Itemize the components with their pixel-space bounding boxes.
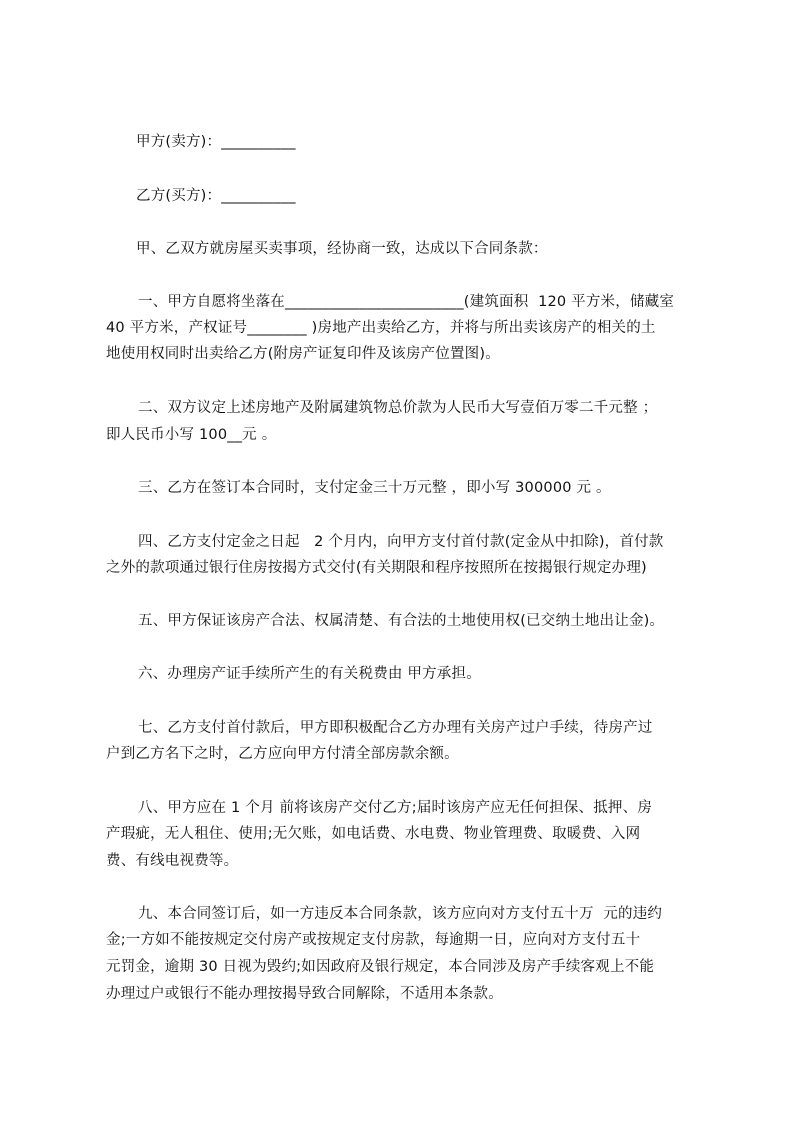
party-b-line: 乙方(买方)：__________ — [136, 188, 296, 204]
clause-7-line-1: 七、乙方支付首付款后，甲方即积极配合乙方办理有关房产过户手续，待房产过 — [138, 720, 653, 736]
clause-8-line-3: 费、有线电视费等。 — [106, 853, 239, 869]
clause-9-line-4: 办理过户或银行不能办理按揭导致合同解除，不适用本条款。 — [106, 986, 503, 1002]
clause-3-line-1: 三、乙方在签订本合同时，支付定金三十万元整 ，即小写 300000 元 。 — [138, 480, 611, 496]
clause-4-line-2: 之外的款项通过银行住房按揭方式交付(有关期限和程序按照所在按揭银行规定办理) — [106, 560, 647, 576]
clause-7-line-2: 户到乙方名下之时，乙方应向甲方付清全部房款余额。 — [106, 746, 459, 762]
intro-line: 甲、乙双方就房屋买卖事项，经协商一致，达成以下合同条款： — [136, 241, 548, 257]
clause-2-line-1: 二、双方议定上述房地产及附属建筑物总价款为人民币大写壹佰万零二千元整 ； — [138, 400, 658, 416]
clause-8-line-1: 八、甲方应在 1 个月 前将该房产交付乙方;届时该房产应无任何担保、抵押、房 — [138, 800, 653, 816]
clause-9-line-2: 金;一方如不能按规定交付房产或按规定支付房款，每逾期一日，应向对方支付五十 — [106, 932, 641, 948]
clause-5-line-1: 五、甲方保证该房产合法、权属清楚、有合法的土地使用权(已交纳土地出让金)。 — [138, 613, 665, 629]
clause-6-line-1: 六、办理房产证手续所产生的有关税费由 甲方承担。 — [138, 666, 481, 682]
clause-1-line-3: 地使用权同时出卖给乙方(附房产证复印件及该房产位置图)。 — [106, 346, 500, 362]
clause-2-line-2: 即人民币小写 100__元 。 — [106, 427, 277, 443]
party-a-line: 甲方(卖方)：__________ — [136, 134, 296, 150]
clause-8-line-2: 产瑕疵，无人租住、使用;无欠账，如电话费、水电费、物业管理费、取暖费、入网 — [106, 826, 641, 842]
clause-1-line-1: 一、甲方自愿将坐落在________________________(建筑面积 120 平方米，储藏室 — [138, 294, 675, 310]
clause-1-line-2: 40 平方米，产权证号________ )房地产出卖给乙方，并将与所出卖该房产的相关的土 — [106, 320, 656, 336]
clause-9-line-1: 九、本合同签订后，如一方违反本合同条款，该方应向对方支付五十万 元的违约 — [138, 906, 663, 922]
clause-4-line-1: 四、乙方支付定金之日起 2 个月内，向甲方支付首付款(定金从中扣除)，首付款 — [138, 534, 664, 550]
clause-9-line-3: 元罚金，逾期 30 日视为毁约;如因政府及银行规定，本合同涉及房产手续客观上不能 — [106, 959, 655, 975]
